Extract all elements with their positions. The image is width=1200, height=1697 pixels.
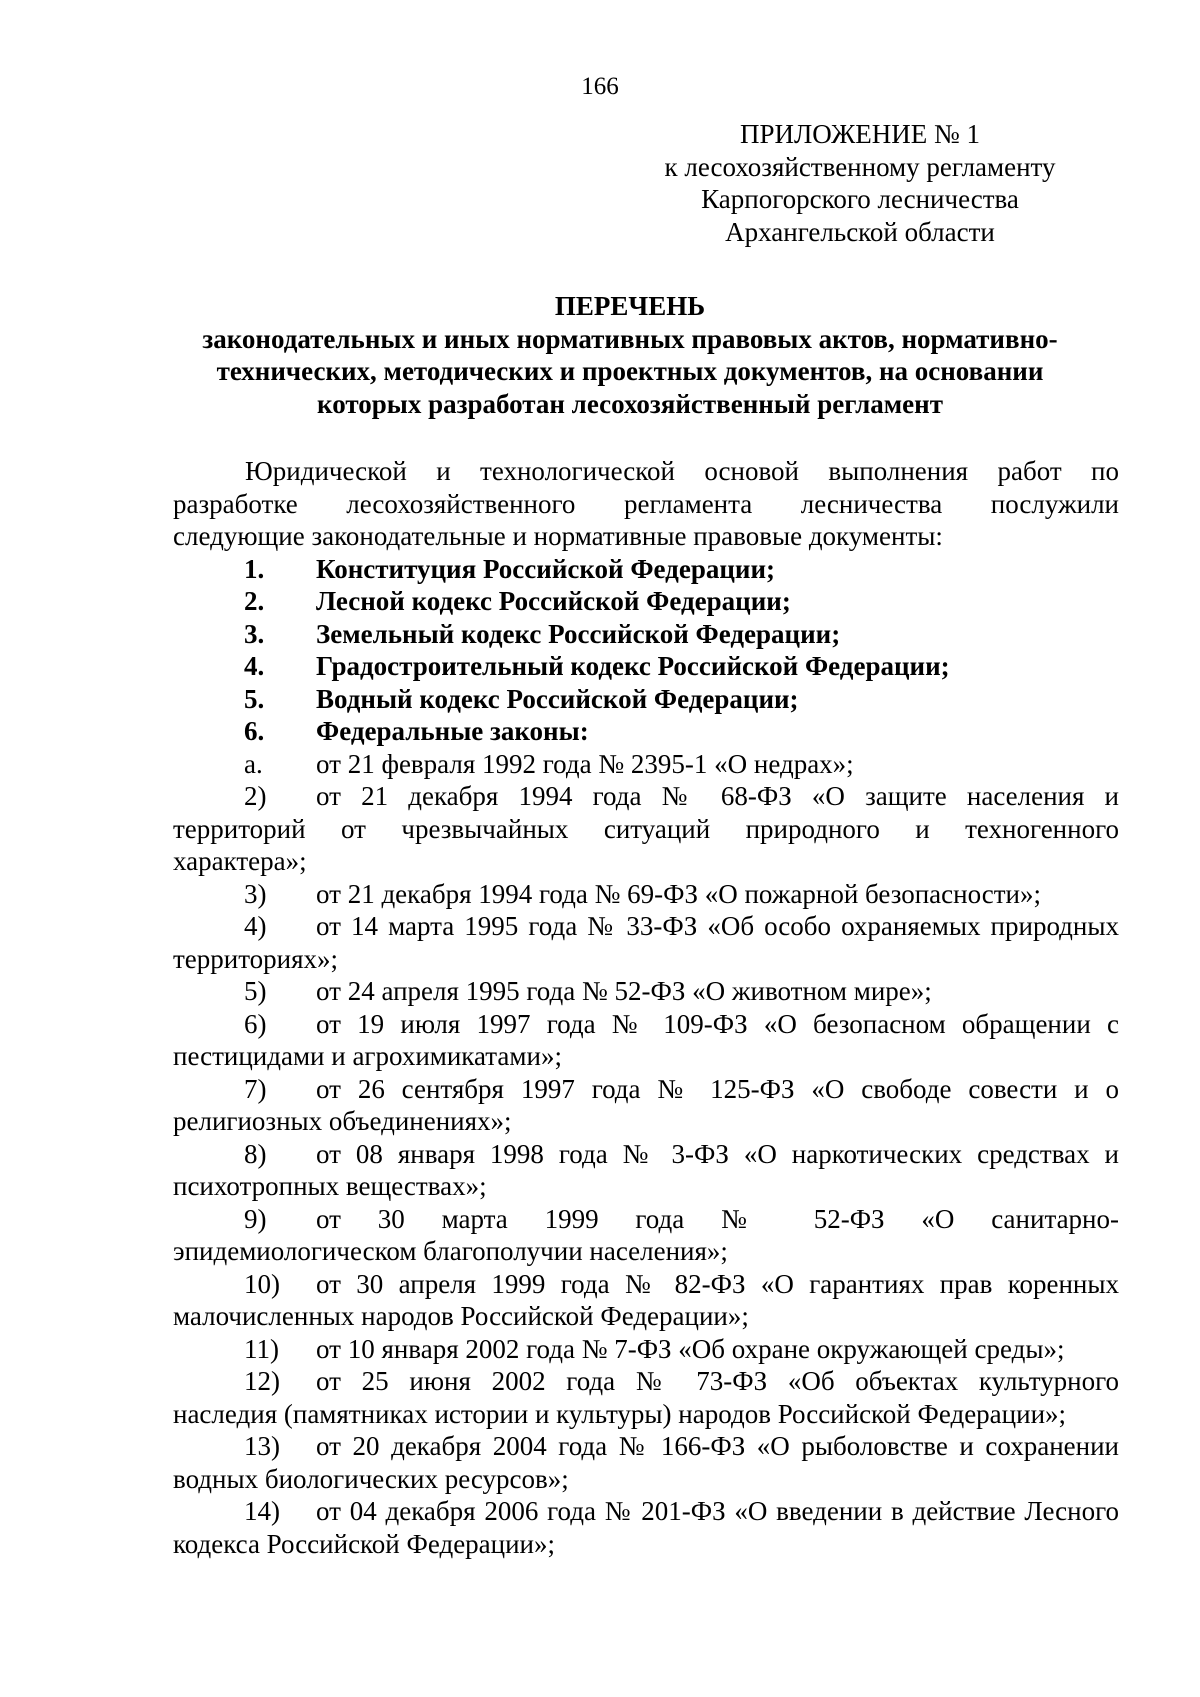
title-sub-1: законодательных и иных нормативных правовых актов, нормативно- [202,323,1058,354]
list-item-number: 4. [244,651,265,681]
list-item-text: Земельный кодекс Российской Федерации; [316,618,841,649]
law-item-continuation: психотропных веществах»; [173,1171,487,1201]
law-item-text: от 30 марта 1999 года № 52-ФЗ «О санитарно- [316,1203,1119,1234]
law-item-text: от 10 января 2002 года № 7-ФЗ «Об охране окружающей среды»; [316,1333,1065,1364]
law-item-continuation: водных биологических ресурсов»; [173,1463,569,1494]
list-item-number: 6. [244,716,265,746]
title-sub-3: которых разработан лесохозяйственный регламент [317,388,943,419]
list-item-text: Конституция Российской Федерации; [316,553,775,584]
document-body [173,455,1119,1560]
law-item-number: 12) [244,1366,280,1396]
list-item [173,683,1119,716]
intro-line-3: следующие законодательные и нормативные правовые документы: [173,521,943,551]
law-item [173,748,1119,781]
title-sub-2: технических, методических и проектных документов, на основании [216,356,1044,386]
list-item [173,585,1119,618]
law-item-text: от 08 января 1998 года № 3-ФЗ «О наркотических средствах и [316,1138,1119,1169]
law-item-text: от 04 декабря 2006 года № 201-ФЗ «О введении в действие Лесного [316,1496,1119,1526]
law-item-continuation: малочисленных народов Российской Федерации»; [173,1301,749,1331]
law-item-continuation: территориях»; [173,943,339,974]
list-item [173,715,1119,748]
appendix-number: ПРИЛОЖЕНИЕ № 1 [739,119,981,149]
law-item [173,1495,1119,1528]
law-item [173,780,1119,813]
law-item-number: 3) [244,878,267,909]
law-item-continuation: территорий от чрезвычайных ситуаций природного и техногенного [173,813,1119,844]
law-item-number: 6) [244,1008,267,1039]
intro-line-1: Юридической и технологической основой выполнения работ по [245,456,1119,486]
list-item-number: 2. [244,586,265,616]
law-item [173,1268,1119,1301]
law-item-number: а. [244,748,263,779]
codes-list [173,553,1119,748]
law-item-continuation: пестицидами и агрохимикатами»; [173,1041,562,1071]
law-item-number: 14) [244,1496,280,1526]
page-number: 166 [581,73,619,100]
law-item [173,1365,1119,1398]
law-item-number: 7) [244,1073,267,1104]
law-item-text: от 30 апреля 1999 года № 82-ФЗ «О гарантиях прав коренных [316,1268,1119,1299]
law-item [173,878,1119,911]
law-item-continuation: религиозных объединениях»; [173,1106,512,1136]
law-item-number: 2) [244,781,267,811]
law-item [173,1008,1119,1041]
law-item-continuation: характера»; [173,846,307,876]
list-item-text: Водный кодекс Российской Федерации; [316,683,799,714]
list-item-text: Лесной кодекс Российской Федерации; [316,586,791,616]
law-item-number: 13) [244,1431,280,1461]
appendix-header [660,118,1060,248]
list-item [173,553,1119,586]
list-item-text: Федеральные законы: [316,716,589,746]
law-item-number: 8) [244,1138,267,1169]
law-item-text: от 21 декабря 1994 года № 69-ФЗ «О пожарной безопасности»; [316,878,1042,909]
appendix-line-3: Карпогорского лесничества [701,184,1019,214]
list-item [173,618,1119,651]
list-item-number: 5. [244,683,265,714]
law-item-number: 4) [244,911,267,941]
law-item [173,1430,1119,1463]
law-item-text: от 21 декабря 1994 года № 68-ФЗ «О защите населения и [316,781,1119,811]
law-item-text: от 26 сентября 1997 года № 125-ФЗ «О свободе совести и о [316,1073,1119,1104]
law-item [173,1138,1119,1171]
law-item [173,910,1119,943]
law-item-text: от 19 июля 1997 года № 109-ФЗ «О безопасном обращении с [316,1008,1119,1039]
law-item-text: от 24 апреля 1995 года № 52-ФЗ «О животном мире»; [316,976,932,1006]
law-item [173,975,1119,1008]
document-title [175,290,1085,420]
law-item [173,1073,1119,1106]
law-item-text: от 20 декабря 2004 года № 166-ФЗ «О рыболовстве и сохранении [316,1431,1119,1461]
law-item-number: 5) [244,976,267,1006]
law-item-text: от 21 февраля 1992 года № 2395-1 «О недрах»; [316,748,854,779]
law-item-continuation: кодекса Российской Федерации»; [173,1528,556,1559]
list-item [173,650,1119,683]
title-main: ПЕРЕЧЕНЬ [554,291,706,321]
list-item-number: 1. [244,553,265,584]
law-item-text: от 14 марта 1995 года № 33-ФЗ «Об особо охраняемых природных [316,911,1119,941]
appendix-line-4: Архангельской области [725,216,995,247]
law-item-number: 11) [244,1333,279,1364]
intro-line-2: разработке лесохозяйственного регламента лесничества послужили [173,488,1119,519]
law-item-text: от 25 июня 2002 года № 73-ФЗ «Об объектах культурного [316,1366,1119,1396]
federal-laws-list [173,748,1119,1561]
law-item-number: 9) [244,1203,267,1234]
law-item-continuation: наследия (памятниках истории и культуры) народов Российской Федерации»; [173,1398,1067,1429]
law-item-continuation: эпидемиологическом благополучии населения»; [173,1236,728,1266]
appendix-line-2: к лесохозяйственному регламенту [664,151,1056,182]
law-item-number: 10) [244,1268,280,1299]
law-item [173,1203,1119,1236]
list-item-number: 3. [244,618,265,649]
list-item-text: Градостроительный кодекс Российской Федерации; [316,651,950,681]
law-item [173,1333,1119,1366]
